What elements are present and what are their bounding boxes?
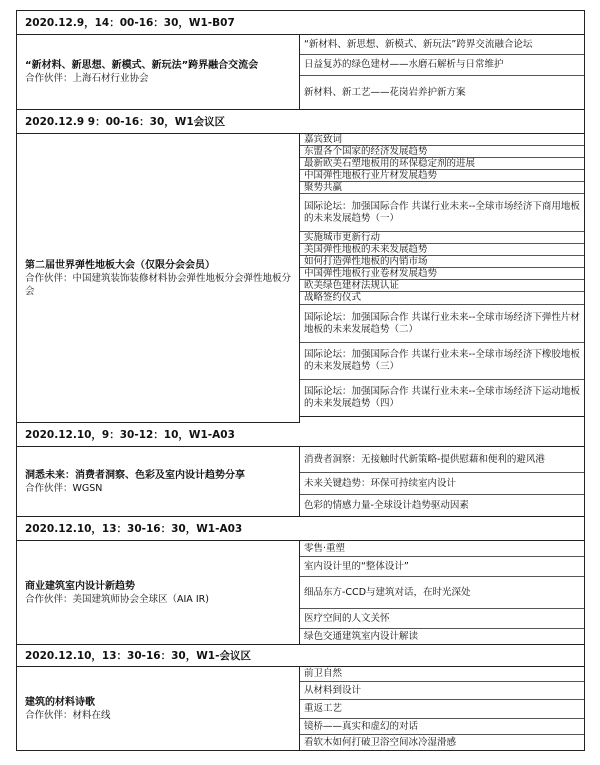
session-title: 商业建筑室内设计新趋势 xyxy=(25,580,135,592)
topic-item: 前卫自然 xyxy=(300,667,584,682)
session-title: 建筑的材料诗歌 xyxy=(25,696,95,708)
topic-item: 国际论坛：加强国际合作 共谋行业未来--全球市场经济下橡胶地板的未来发展趋势（三） xyxy=(300,343,584,380)
topic-item: 东盟各个国家的经济发展趋势 xyxy=(300,146,584,158)
session-partner: 合作伙伴：美国建筑师协会全球区（AIA IR) xyxy=(25,593,209,605)
topic-item: 细品东方-CCD与建筑对话，在时光深处 xyxy=(300,577,584,609)
topic-item: “新材料、新思想、新模式、新玩法”跨界交流融合论坛 xyxy=(300,35,584,55)
topic-item: 如何打造弹性地板的内销市场 xyxy=(300,256,584,268)
topic-item: 室内设计里的“整体设计” xyxy=(300,557,584,577)
topic-item: 中国弹性地板行业卷材发展趋势 xyxy=(300,268,584,280)
session-topics xyxy=(300,447,584,517)
session-topics xyxy=(300,35,584,110)
topic-item: 未来关键趋势：环保可持续室内设计 xyxy=(300,473,584,495)
session-partner: 合作伙伴：上海石材行业协会 xyxy=(25,73,149,84)
session-info xyxy=(17,541,300,645)
session-title: “新材料、新思想、新模式、新玩法”跨界融合交流会 xyxy=(25,60,259,71)
topic-item: 美国弹性地板的未来发展趋势 xyxy=(300,244,584,256)
agenda-table xyxy=(16,10,585,751)
session-topics xyxy=(300,667,584,750)
session-info xyxy=(17,447,300,517)
topic-item: 欧美绿色建材法规认证 xyxy=(300,280,584,292)
session-partner: 合作伙伴：中国建筑装饰装修材料协会弹性地板分会弹性地板分会 xyxy=(25,272,292,297)
session-title: 洞悉未来：消费者洞察、色彩及室内设计趋势分享 xyxy=(25,469,245,481)
topic-item: 国际论坛：加强国际合作 共谋行业未来--全球市场经济下弹性片材地板的未来发展趋势（二） xyxy=(300,305,584,343)
session-partner: 合作伙伴：材料在线 xyxy=(25,709,111,721)
topic-item: 最新欧美石塑地板用的环保稳定剂的进展 xyxy=(300,158,584,170)
topic-item: 日益复苏的绿色建材——水磨石解析与日常维护 xyxy=(300,55,584,76)
topic-item: 重返工艺 xyxy=(300,700,584,719)
topic-item: 战略签约仪式 xyxy=(300,292,584,305)
session-info xyxy=(17,134,300,423)
session-partner: 合作伙伴：WGSN xyxy=(25,482,103,494)
topic-item: 嘉宾致词 xyxy=(300,134,584,146)
session-topics xyxy=(300,134,584,417)
session-date-header: 2020.12.10，9：30-12：10，W1-A03 xyxy=(17,423,584,447)
topic-item: 医疗空间的人文关怀 xyxy=(300,609,584,629)
session-date-header: 2020.12.10，13：30-16：30，W1-会议区 xyxy=(17,645,584,667)
topic-item: 看软木如何打破卫浴空间冰冷湿滑感 xyxy=(304,736,457,748)
session-date-header: 2020.12.9 9：00-16：30，W1会议区 xyxy=(17,110,584,134)
topic-item: 国际论坛：加强国际合作 共谋行业未来--全球市场经济下运动地板的未来发展趋势（四） xyxy=(300,380,584,417)
session-date-header: 2020.12.10，13：30-16：30，W1-A03 xyxy=(17,517,584,541)
session-info xyxy=(17,35,300,110)
topic-item: 消费者洞察：无接触时代新策略-提供慰藉和便利的避风港 xyxy=(300,447,584,473)
topic-item: 中国弹性地板行业片材发展趋势 xyxy=(300,170,584,182)
topic-item: 色彩的情感力量-全球设计趋势驱动因素 xyxy=(300,495,584,517)
session-info xyxy=(17,667,300,750)
session-title: 第二届世界弹性地板大会（仅限分会会员） xyxy=(25,259,215,271)
topic-item: 国际论坛：加强国际合作 共谋行业未来--全球市场经济下商用地板的未来发展趋势（一） xyxy=(300,194,584,232)
topic-item: 零售·重塑 xyxy=(300,541,584,557)
topic-item: 从材料到设计 xyxy=(300,682,584,700)
topic-item: 镜桥——真实和虚幻的对话 xyxy=(300,719,584,735)
topic-item: 聚势共赢 xyxy=(300,182,584,194)
topic-item: 新材料、新工艺——花岗岩养护新方案 xyxy=(300,76,584,110)
topic-item: 绿色交通建筑室内设计解读 xyxy=(300,629,584,645)
session-date-header: 2020.12.9，14：00-16：30，W1-B07 xyxy=(17,11,584,35)
session-topics xyxy=(300,541,584,645)
topic-item: 实施城市更新行动 xyxy=(300,232,584,244)
